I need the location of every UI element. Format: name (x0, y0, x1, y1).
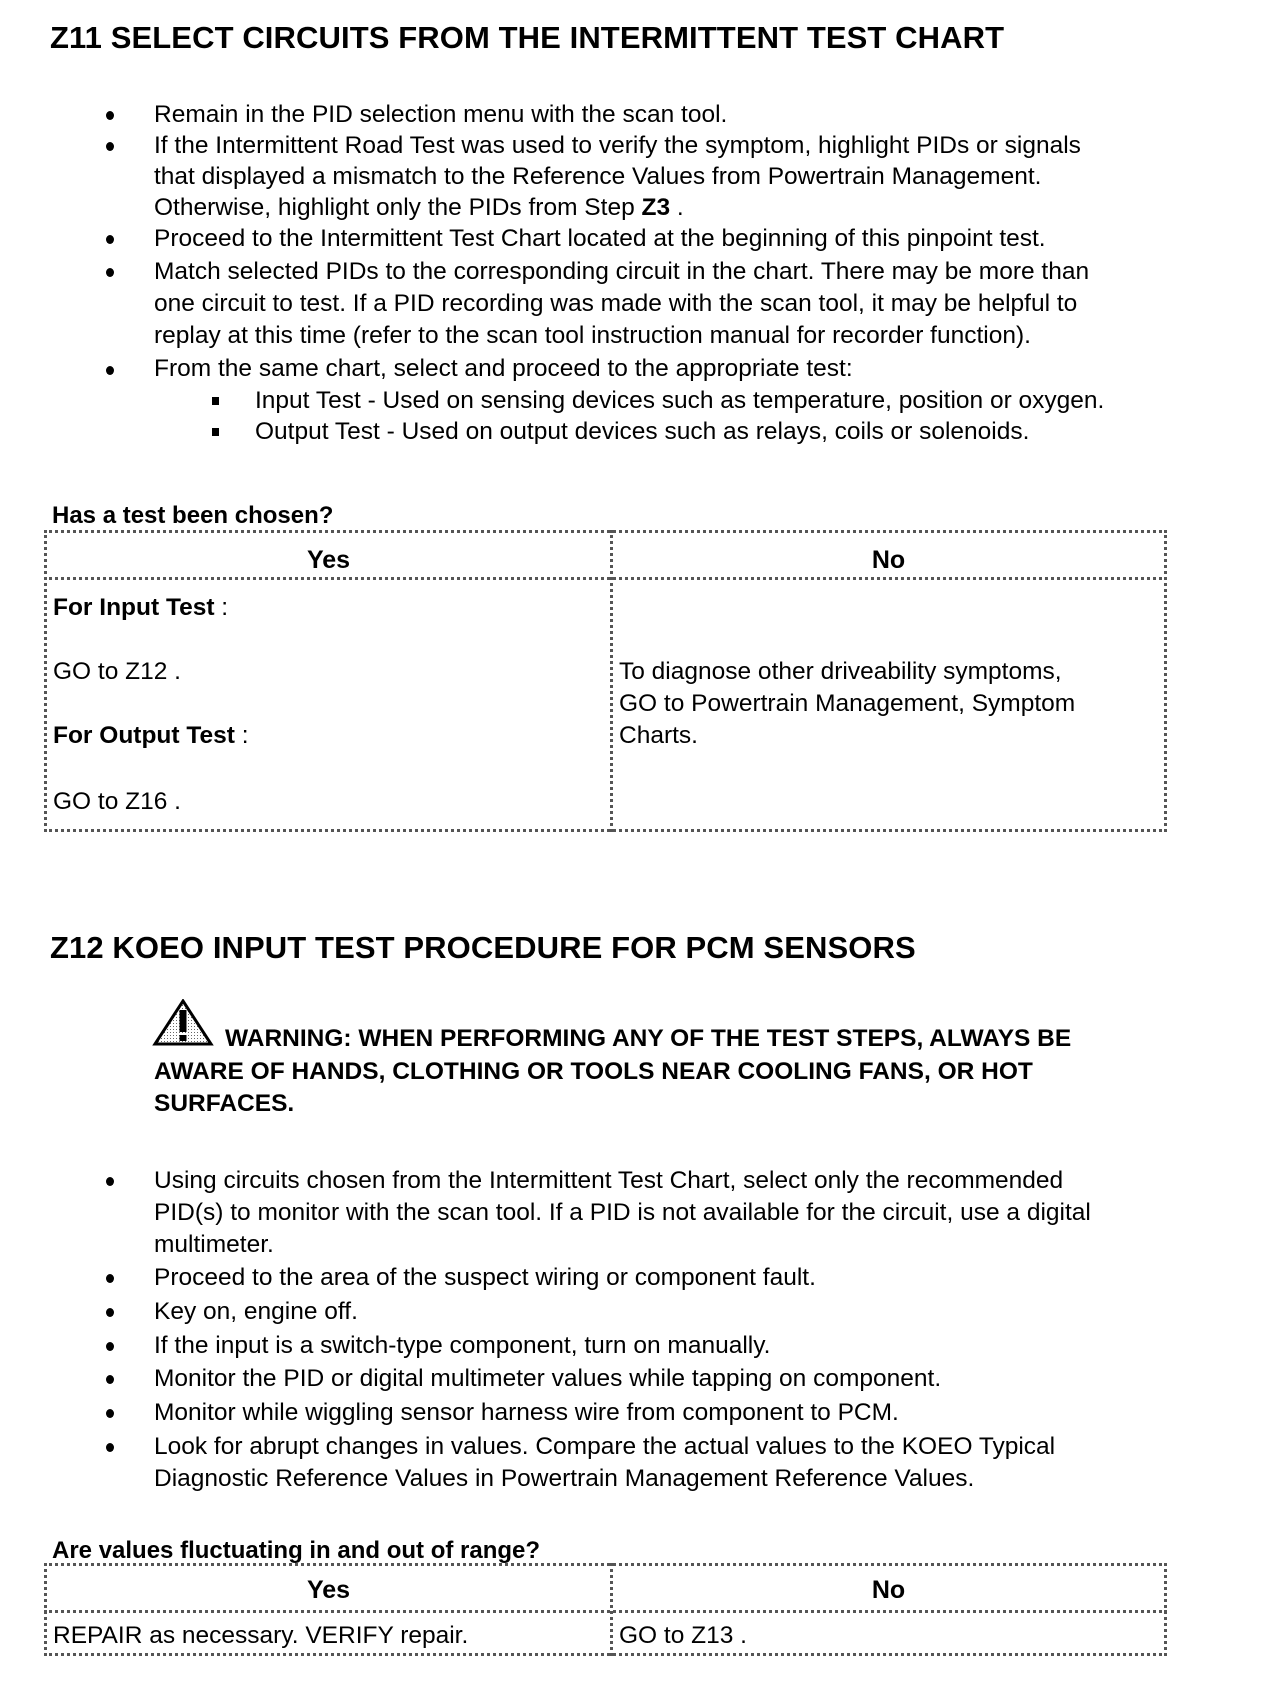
sub-list-item: Output Test - Used on output devices such as relays, coils or solenoids. (255, 418, 1030, 445)
goto-z16-link[interactable]: GO to Z16 . (53, 788, 181, 815)
bullet-icon (106, 1375, 114, 1384)
warning-text-line: WARNING: WHEN PERFORMING ANY OF THE TEST STEPS, ALWAYS BE (225, 1025, 1072, 1052)
list-item: Key on, engine off. (154, 1298, 358, 1325)
list-item: Monitor while wiggling sensor harness wire from component to PCM. (154, 1399, 899, 1426)
goto-z13-link[interactable]: GO to Z13 . (619, 1622, 747, 1649)
bullet-icon (106, 268, 114, 277)
table-header-yes: Yes (306, 546, 351, 574)
table-header-no: No (871, 1576, 906, 1604)
list-item: If the input is a switch-type component, turn on manually. (154, 1332, 771, 1359)
bullet-icon (106, 366, 114, 375)
table-header-no: No (871, 546, 906, 574)
question-heading: Are values fluctuating in and out of range? (52, 1537, 541, 1564)
table-header-yes: Yes (306, 1576, 351, 1604)
table-header-divider (44, 577, 1167, 580)
input-test-label: For Input Test : (53, 594, 229, 621)
step-reference-z3: Z3 (641, 194, 671, 221)
section-title-z11: Z11 SELECT CIRCUITS FROM THE INTERMITTENT TEST CHART (50, 20, 1005, 55)
question-heading: Has a test been chosen? (52, 502, 334, 529)
list-item: Monitor the PID or digital multimeter values while tapping on component. (154, 1365, 942, 1392)
bullet-icon (106, 235, 114, 244)
list-item-line: Look for abrupt changes in values. Compare the actual values to the KOEO Typical (154, 1433, 1056, 1460)
list-item-line: If the Intermittent Road Test was used to verify the symptom, highlight PIDs or signals (154, 132, 1081, 159)
list-item: From the same chart, select and proceed to the appropriate test: (154, 355, 853, 382)
list-item-line: Using circuits chosen from the Intermittent Test Chart, select only the recommended (154, 1167, 1064, 1194)
list-item-line: Diagnostic Reference Values in Powertrain Management Reference Values. (154, 1465, 975, 1492)
bullet-icon (106, 1409, 114, 1418)
goto-z12-link[interactable]: GO to Z12 . (53, 658, 181, 685)
list-item-line: PID(s) to monitor with the scan tool. If a PID is not available for the circuit, use a digital (154, 1199, 1091, 1226)
list-item-line: one circuit to test. If a PID recording was made with the scan tool, it may be helpful to (154, 290, 1078, 317)
warning-text-line: AWARE OF HANDS, CLOTHING OR TOOLS NEAR COOLING FANS, OR HOT (154, 1058, 1033, 1085)
bullet-icon (106, 1443, 114, 1452)
bullet-icon (106, 142, 114, 151)
sub-list-item: Input Test - Used on sensing devices such as temperature, position or oxygen. (255, 387, 1105, 414)
list-item: Proceed to the area of the suspect wiring or component fault. (154, 1264, 816, 1291)
square-bullet-icon (212, 428, 219, 436)
list-item-line: replay at this time (refer to the scan tool instruction manual for recorder function). (154, 322, 1031, 349)
warning-triangle-icon (152, 999, 214, 1047)
bullet-icon (106, 1274, 114, 1283)
list-item: Remain in the PID selection menu with the scan tool. (154, 101, 728, 128)
list-item-line: Otherwise, highlight only the PIDs from Step Z3 . (154, 194, 684, 221)
section-title-z12: Z12 KOEO INPUT TEST PROCEDURE FOR PCM SENSORS (50, 930, 916, 965)
no-cell-line: Charts. (619, 722, 698, 749)
bullet-icon (106, 111, 114, 120)
bullet-icon (106, 1177, 114, 1186)
list-item: Proceed to the Intermittent Test Chart located at the beginning of this pinpoint test. (154, 225, 1046, 252)
no-cell-line: To diagnose other driveability symptoms, (619, 658, 1062, 685)
table-header-divider (44, 1610, 1167, 1613)
bullet-icon (106, 1308, 114, 1317)
output-test-label: For Output Test : (53, 722, 249, 749)
list-item-line: Match selected PIDs to the corresponding circuit in the chart. There may be more than (154, 258, 1090, 285)
warning-text-line: SURFACES. (154, 1090, 295, 1117)
square-bullet-icon (212, 397, 219, 405)
powertrain-symptom-charts-link[interactable]: GO to Powertrain Management, Symptom (619, 690, 1076, 717)
table-column-divider (610, 530, 613, 832)
table-cell-yes: REPAIR as necessary. VERIFY repair. (53, 1622, 469, 1649)
bullet-icon (106, 1342, 114, 1351)
list-item-line: multimeter. (154, 1231, 274, 1258)
list-item-line: that displayed a mismatch to the Reference Values from Powertrain Management. (154, 163, 1042, 190)
